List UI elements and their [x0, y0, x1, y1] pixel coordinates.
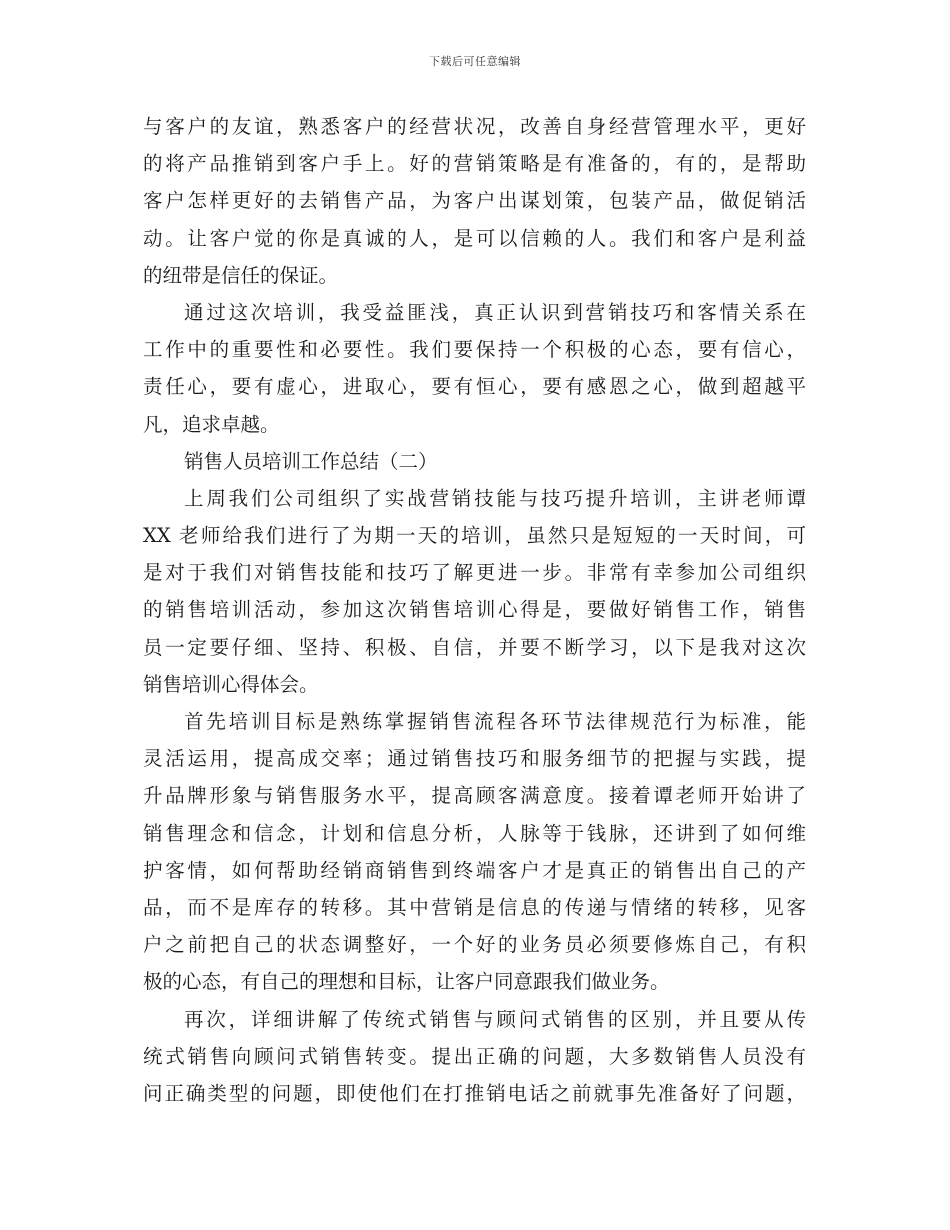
- text-line: 灵活运用，提高成交率；通过销售技巧和服务细节的把握与实践，提: [143, 747, 806, 771]
- text-line: XX 老师给我们进行了为期一天的培训，虽然只是短短的一天时间，可: [143, 524, 806, 548]
- text-line: 销售培训心得体会。: [143, 672, 319, 696]
- text-line: 工作中的重要性和必要性。我们要保持一个积极的心态，要有信心，: [143, 338, 806, 362]
- text-line: 上周我们公司组织了实战营销技能与技巧提升培训，主讲老师谭: [184, 486, 806, 510]
- text-line: 升品牌形象与销售服务水平，提高顾客满意度。接着谭老师开始讲了: [143, 784, 806, 808]
- document-body: [143, 108, 806, 1112]
- text-line: 员一定要仔细、坚持、积极、自信，并要不断学习，以下是我对这次: [143, 635, 806, 659]
- text-line: 是对于我们对销售技能和技巧了解更进一步。非常有幸参加公司组织: [143, 561, 806, 585]
- text-line: 问正确类型的问题，即使他们在打推销电话之前就事先准备好了问题，: [143, 1081, 806, 1105]
- text-line: 销售人员培训工作总结（二）: [184, 449, 438, 473]
- text-line: 统式销售向顾问式销售转变。提出正确的问题，大多数销售人员没有: [143, 1044, 806, 1068]
- text-line: 与客户的友谊，熟悉客户的经营状况，改善自身经营管理水平，更好: [143, 115, 806, 138]
- text-line: 极的心态，有自己的理想和目标，让客户同意跟我们做业务。: [143, 970, 670, 994]
- page-header: 下载后可任意编辑: [429, 55, 521, 68]
- text-line: 品，而不是库存的转移。其中营销是信息的传递与情绪的转移，见客: [143, 895, 806, 919]
- text-line: 销售理念和信念，计划和信息分析，人脉等于钱脉，还讲到了如何维: [143, 821, 806, 845]
- text-line: 再次，详细讲解了传统式销售与顾问式销售的区别，并且要从传: [184, 1007, 806, 1031]
- text-line: 责任心，要有虚心，进取心，要有恒心，要有感恩之心，做到超越平: [143, 375, 806, 399]
- text-line: 通过这次培训，我受益匪浅，真正认识到营销技巧和客情关系在: [184, 300, 806, 324]
- text-line: 首先培训目标是熟练掌握销售流程各环节法律规范行为标准，能: [184, 710, 806, 733]
- text-line: 凡，追求卓越。: [143, 412, 280, 436]
- text-line: 户之前把自己的状态调整好，一个好的业务员必须要修炼自己，有积: [143, 933, 806, 957]
- text-line: 护客情，如何帮助经销商销售到终端客户才是真正的销售出自己的产: [143, 858, 806, 882]
- text-line: 动。让客户觉的你是真诚的人，是可以信赖的人。我们和客户是利益: [143, 226, 806, 250]
- text-line: 的销售培训活动，参加这次销售培训心得是，要做好销售工作，销售: [143, 598, 806, 622]
- text-line: 客户怎样更好的去销售产品，为客户出谋划策，包装产品，做促销活: [143, 189, 806, 213]
- text-line: 的纽带是信任的保证。: [143, 263, 339, 287]
- text-line: 的将产品推销到客户手上。好的营销策略是有准备的，有的，是帮助: [143, 152, 806, 176]
